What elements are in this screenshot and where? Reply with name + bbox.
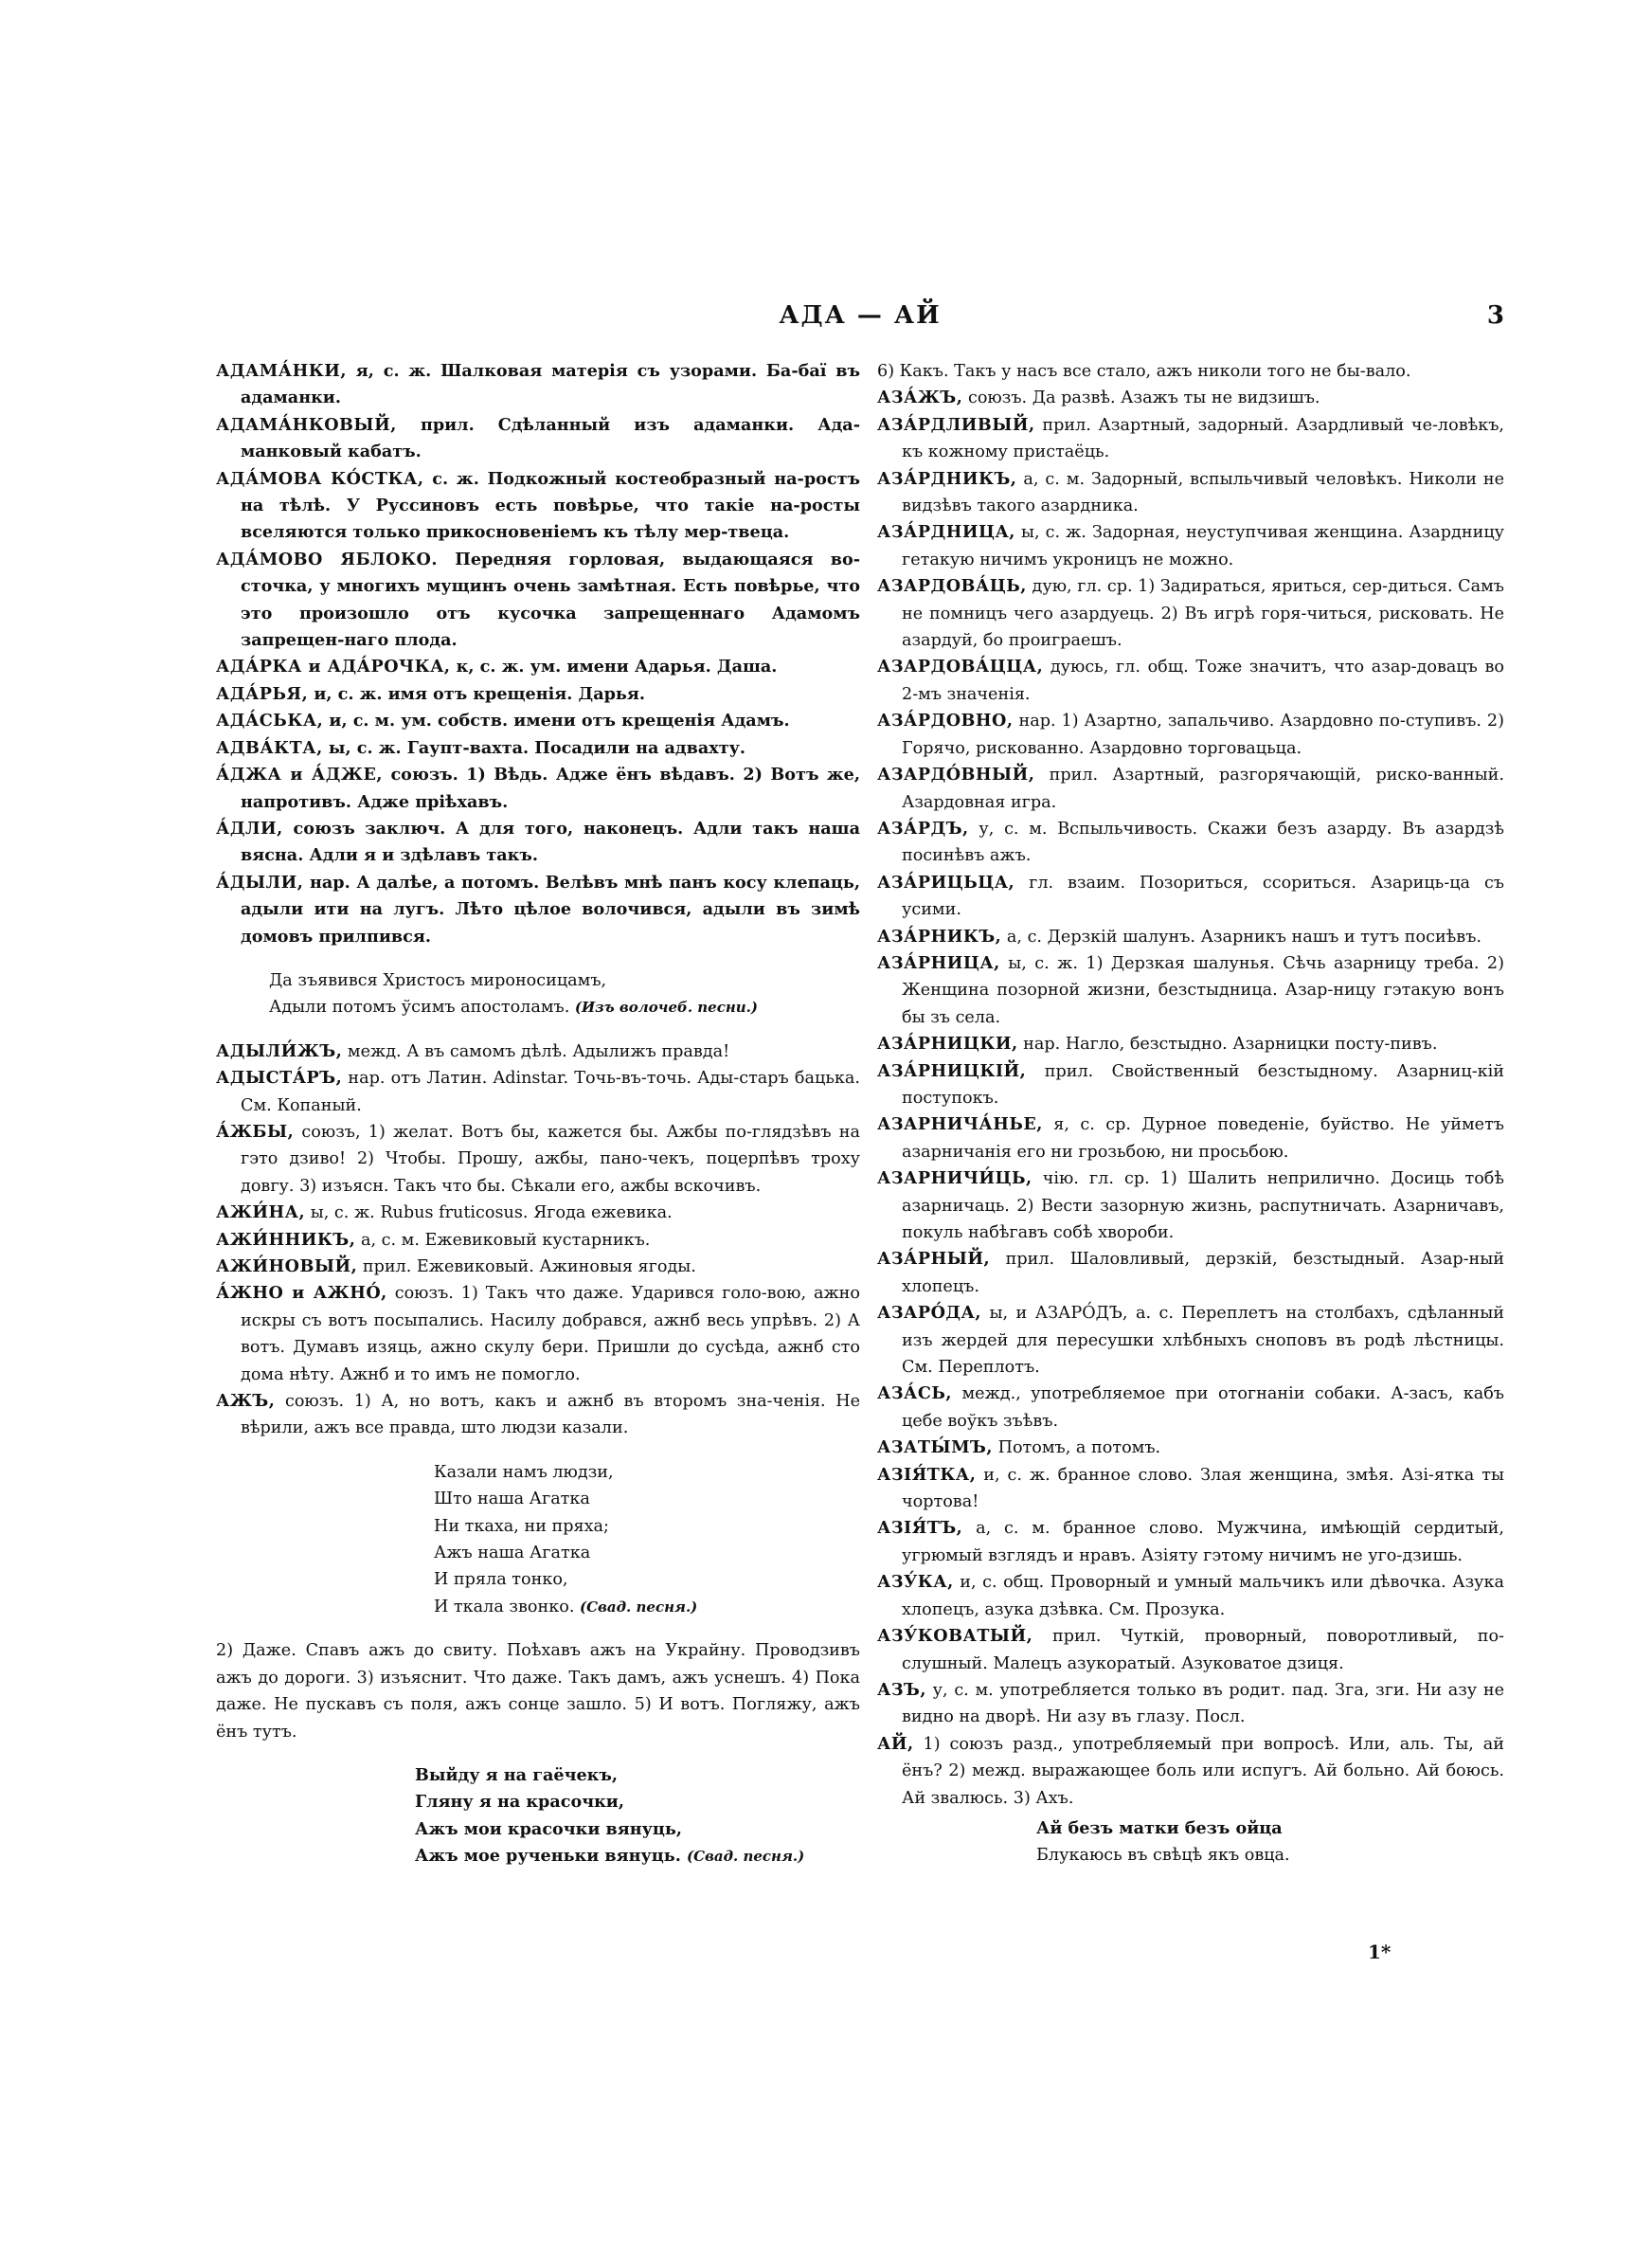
dictionary-entry xyxy=(216,466,860,547)
headword: АДА́РКА и АДА́РОЧКА, xyxy=(216,657,451,677)
definition: к, с. ж. ум. имени Адарья. Даша. xyxy=(450,657,778,677)
definition: с. ж. Подкожный костеобразный на-ростъ на тѣлѣ. У Руссиновъ есть повѣрье, что такіе на-росты вселяются только прикосновеніемъ къ тѣлу мер-твеца. xyxy=(241,468,861,543)
dictionary-entry xyxy=(877,573,1504,654)
dictionary-entry xyxy=(216,1200,860,1226)
dictionary-entry xyxy=(216,762,860,816)
headword: А́ДЛИ, xyxy=(216,818,283,839)
dictionary-entry xyxy=(216,708,860,734)
dictionary-entry xyxy=(877,762,1504,816)
dictionary-entry xyxy=(877,1165,1504,1246)
verse-line-text: Ажъ мое рученьки вянуць. xyxy=(415,1846,681,1867)
verse-line-text: Адыли потомъ ўсимъ апостоламъ. xyxy=(269,998,570,1018)
headword: АЖЪ, xyxy=(216,1391,276,1412)
definition: прил. Ежевиковый. Ажиновыя ягоды. xyxy=(357,1257,696,1276)
verse-quote xyxy=(877,1815,1504,1869)
running-title: АДА — АЙ xyxy=(779,301,942,330)
headword: АЗА́РДЛИВЫЙ, xyxy=(877,414,1035,435)
definition: прил. Свойственный безстыдному. Азарниц-кій поступокъ. xyxy=(902,1061,1504,1108)
definition: нар. А далѣе, а потомъ. Велѣвъ мнѣ панъ косу клепаць, адыли ити на лугъ. Лѣто цѣлое волочився, адыли въ зимѣ домовъ прилпився. xyxy=(241,872,860,947)
headword: АЗА́СЬ, xyxy=(877,1383,952,1404)
definition: союзъ. 1) А, но вотъ, какъ и ажнб въ второмъ зна-ченія. Не вѣрили, ажъ все правда, што людзи казали. xyxy=(241,1392,860,1438)
dictionary-entry xyxy=(877,708,1504,762)
verse-line: Выйду я на гаёчекъ, xyxy=(415,1764,618,1785)
definition: и, с. ж. бранное слово. Злая женщина, змѣя. Азі-ятка ты чортова! xyxy=(902,1465,1504,1512)
dictionary-entry xyxy=(877,1677,1504,1731)
headword: АЗУ́КОВАТЫЙ, xyxy=(877,1626,1033,1647)
dictionary-entry xyxy=(877,950,1504,1031)
headword: АЗАРДОВА́ЦЦА, xyxy=(877,657,1044,677)
dictionary-entry xyxy=(877,1731,1504,1812)
definition: союзъ. 1) Такъ что даже. Ударився голо-вою, ажно искры съ вотъ посыпались. Насилу добрався, ажнб весь упрѣвъ. 2) А вотъ. Думавъ изяць, ажно скулу бери. Пришли до сусѣда, ажнб сто дома нѣту. Ажнб и то имъ не помогло. xyxy=(241,1284,860,1384)
definition: а, с. м. Задорный, вспыльчивый человѣкъ. Николи не видзѣвъ такого азардника. xyxy=(902,469,1504,516)
definition: и, с. общ. Проворный и умный мальчикъ или дѣвочка. Азука хлопецъ, азука дзѣвка. См. Прозука. xyxy=(902,1573,1504,1619)
dictionary-entry xyxy=(216,547,860,655)
definition: союзъ заключ. А для того, наконецъ. Адли такъ наша вясна. Адли я и здѣлавъ такъ. xyxy=(241,818,860,866)
headword: АЖИ́ННИКЪ, xyxy=(216,1229,356,1250)
dictionary-entry xyxy=(216,1280,860,1388)
headword: АЗА́РНИКЪ, xyxy=(877,926,1002,947)
definition: союзъ, 1) желат. Вотъ бы, кажется бы. Ажбы по-глядзѣвъ на гэто дзиво! 2) Чтобы. Прошу, ажбы, пано-чекъ, поцерпѣвъ троху довгу. 3) изъясн. Такъ что бы. Сѣкали его, ажбы вскочивъ. xyxy=(241,1122,860,1196)
verse-source: (Свад. песня.) xyxy=(580,1598,698,1616)
headword: АЗА́РИЦЬЦА, xyxy=(877,872,1015,893)
definition: я, с. ср. Дурное поведеніе, буйство. Не уйметъ азарничанія его ни грозьбою, ни просьбою. xyxy=(902,1115,1504,1162)
headword: АЗАТЫ́МЪ, xyxy=(877,1437,994,1458)
headword: АЗА́РДЪ, xyxy=(877,818,969,839)
headword: АЗА́РНИЦКИ, xyxy=(877,1034,1018,1055)
dictionary-entry xyxy=(216,412,860,466)
verse-line xyxy=(434,1594,860,1620)
definition: дую, гл. ср. 1) Задираться, яриться, сер-диться. Самъ не помницъ чего азардуець. 2) Въ игрѣ горя-читься, рисковать. Не азардуй, бо проиграешъ. xyxy=(902,577,1504,651)
dictionary-entry xyxy=(877,1300,1504,1381)
headword: А́ДЖА и А́ДЖЕ, xyxy=(216,765,383,785)
page-header xyxy=(216,301,1504,343)
dictionary-entry xyxy=(877,1462,1504,1516)
definition: межд. А въ самомъ дѣлѣ. Адылижъ правда! xyxy=(342,1041,730,1061)
verse-quote xyxy=(216,1762,860,1870)
verse-line: Гляну я на красочки, xyxy=(415,1792,624,1813)
headword: АЗА́РНЫЙ, xyxy=(877,1249,991,1270)
headword: АЗА́РДНИКЪ, xyxy=(877,468,1017,489)
definition: прил. Азартный, задорный. Азардливый че-ловѣкъ, къ кожному пристаёць. xyxy=(902,415,1504,462)
verse-quote xyxy=(216,1459,860,1620)
definition: союзъ. Да развѣ. Азажъ ты не видзишъ. xyxy=(962,388,1320,408)
definition: Передняя горловая, выдающаяся во-сточка, у многихъ мущинъ очень замѣтная. Есть повѣрье, что это произошло отъ кусочка запрещеннаго Адамомъ запрещен-наго плода. xyxy=(241,549,861,651)
dictionary-entry xyxy=(216,870,860,950)
definition: ы, с. ж. Задорная, неуступчивая женщина. Азардницу гетакую ничимъ укроницъ не можно. xyxy=(902,523,1504,569)
dictionary-entry xyxy=(216,1227,860,1254)
verse-line: Ажъ мои красочки вянуць, xyxy=(415,1818,682,1839)
verse-line xyxy=(269,994,860,1020)
dictionary-entry xyxy=(877,385,1504,411)
definition: а, с. Дерзкій шалунъ. Азарникъ нашъ и тутъ посиѣвъ. xyxy=(1001,927,1481,947)
verse-line xyxy=(415,1843,860,1869)
definition: дуюсь, гл. общ. Тоже значитъ, что азар-довацъ во 2-мъ значенія. xyxy=(902,658,1504,704)
dictionary-entry xyxy=(216,1254,860,1280)
verse-line: Казали намъ людзи, xyxy=(434,1462,614,1482)
headword: АДА́МОВО ЯБЛОКО. xyxy=(216,549,438,569)
dictionary-entry xyxy=(877,1031,1504,1057)
verse-line: Да зъявився Христосъ мироносицамъ, xyxy=(269,970,607,990)
headword: АДАМА́НКОВЫЙ, xyxy=(216,414,397,435)
headword: АДА́МОВА КО́СТКА, xyxy=(216,468,424,489)
headword: АЗА́ЖЪ, xyxy=(877,388,963,408)
dictionary-entry xyxy=(877,1246,1504,1300)
definition: нар. Нагло, безстыдно. Азарницки посту-пивъ. xyxy=(1017,1035,1438,1055)
headword: АЗА́РНИЦКІЙ, xyxy=(877,1060,1027,1081)
dictionary-entry xyxy=(877,1435,1504,1461)
headword: АДАМА́НКИ, xyxy=(216,361,347,381)
entry-continuation: 2) Даже. Спавъ ажъ до свиту. Поѣхавъ ажъ на Украйну. Проводзивъ ажъ до дороги. 3) изъяснит. Что даже. Такъ дамъ, ажъ уснешъ. 4) Пока даже. Не пускавъ съ поля, ажъ сонце зашло. 5) И вотъ. Погляжу, ажъ ёнъ тутъ. xyxy=(216,1641,860,1742)
dictionary-entry xyxy=(216,681,860,708)
left-column xyxy=(216,358,860,1887)
definition: гл. взаим. Позориться, ссориться. Азариць-ца съ усими. xyxy=(902,873,1504,920)
dictionary-entry xyxy=(877,519,1504,573)
definition: а, с. м. бранное слово. Мужчина, имѣющій сердитый, угрюмый взглядъ и нравъ. Азіяту гэтому ничимъ не уго-дзишь. xyxy=(902,1519,1504,1565)
headword: АЗАРДО́ВНЫЙ, xyxy=(877,765,1035,785)
verse-line: Блукаюсь въ свѣцѣ якъ овца. xyxy=(1036,1846,1290,1866)
headword: АДВА́КТА, xyxy=(216,737,323,758)
definition: союзъ. 1) Вѣдь. Адже ёнъ вѣдавъ. 2) Вотъ же, напротивъ. Адже прiѣхавъ. xyxy=(241,765,860,812)
right-column xyxy=(877,358,1504,1887)
dictionary-entry xyxy=(216,654,860,680)
headword: АЗА́РДНИЦА, xyxy=(877,522,1015,543)
definition: прил. Азартный, разгорячающій, риско-ванный. Азардовная игра. xyxy=(902,766,1504,812)
dictionary-entry xyxy=(877,870,1504,924)
definition: 1) союзъ разд., употребляемый при вопросѣ. Или, аль. Ты, ай ёнъ? 2) межд. выражающее боль или испугъ. Ай больно. Ай боюсь. Ай звалюсь. 3) Ахъ. xyxy=(902,1734,1504,1808)
verse-source: (Изъ волочеб. песни.) xyxy=(574,999,759,1017)
headword: АЗА́РДОВНО, xyxy=(877,711,1014,731)
headword: АДА́РЬЯ, xyxy=(216,683,309,704)
definition: у, с. м. Вспыльчивость. Скажи безъ азарду. Въ азардзѣ посинѣвъ ажъ. xyxy=(902,819,1504,866)
verse-source: (Свад. песня.) xyxy=(686,1848,805,1866)
dictionary-entry xyxy=(877,1381,1504,1435)
headword: АЖИ́НА, xyxy=(216,1202,306,1223)
headword: АЗА́РНИЦА, xyxy=(877,952,1000,973)
definition: нар. 1) Азартно, запальчиво. Азардовно по-ступивъ. 2) Горячо, рискованно. Азардовно торговацьца. xyxy=(902,712,1504,758)
verse-line-text: И ткала звонко. xyxy=(434,1597,575,1616)
dictionary-entry xyxy=(877,412,1504,466)
verse-line: И пряла тонко, xyxy=(434,1570,568,1590)
headword: АЗАРО́ДА, xyxy=(877,1303,982,1324)
headword: АЗАРДОВА́ЦЬ, xyxy=(877,576,1027,597)
definition: прил. Шаловливый, дерзкій, безстыдный. Азар-ный хлопецъ. xyxy=(902,1250,1504,1296)
dictionary-entry xyxy=(216,1065,860,1119)
headword: АЗАРНИЧА́НЬЕ, xyxy=(877,1114,1043,1135)
headword: АЗАРНИЧИ́ЦЬ, xyxy=(877,1168,1032,1189)
definition: нар. отъ Латин. Adinstar. Точь-въ-точь. Ады-старъ бацька. См. Копаный. xyxy=(241,1069,860,1115)
definition: у, с. м. употребляется только въ родит. пад. Зга, зги. Ни азу не видно на дворѣ. Ни азу въ глазу. Посл. xyxy=(902,1680,1504,1727)
definition: прил. Чуткій, проворный, поворотливый, по-слушный. Малецъ азукоратый. Азуковатое дзиця. xyxy=(902,1627,1504,1673)
dictionary-entry xyxy=(216,816,860,870)
dictionary-entry xyxy=(877,924,1504,950)
headword: АЗІЯ́ТКА, xyxy=(877,1464,977,1485)
definition: и, с. м. ум. собств. имени отъ крещенія Адамъ. xyxy=(323,711,790,731)
dictionary-entry xyxy=(877,1569,1504,1623)
verse-line: Ажъ наша Агатка xyxy=(434,1544,591,1563)
definition: ы, с. ж. 1) Дерзкая шалунья. Сѣчь азарницу треба. 2) Женщина позорной жизни, безстыдница. Азар-ницу гэтакую вонъ бы зъ села. xyxy=(902,953,1504,1027)
definition: чію. гл. ср. 1) Шалить неприлично. Досиць тобѣ азарничаць. 2) Вести зазорную жизнь, распутничать. Азарничавъ, покуль набѣгавъ собѣ хвороби. xyxy=(902,1169,1504,1242)
verse-line: Ни ткаха, ни пряха; xyxy=(434,1516,609,1536)
headword: АДЫСТА́РЪ, xyxy=(216,1068,343,1089)
dictionary-entry xyxy=(877,466,1504,520)
definition: Потомъ, а потомъ. xyxy=(993,1438,1161,1458)
definition: межд., употребляемое при отогнаніи собаки. А-засъ, кабъ цебе воўкъ зъѣвъ. xyxy=(902,1384,1504,1431)
verse-line: Ай безъ матки безъ ойца xyxy=(1036,1817,1283,1838)
headword: АДА́СЬКА, xyxy=(216,711,324,731)
dictionary-entry xyxy=(216,1038,860,1065)
headword: АДЫЛИ́ЖЪ, xyxy=(216,1040,343,1061)
definition: я, с. ж. Шалковая матерія съ узорами. Ба-баї въ адаманки. xyxy=(241,361,860,408)
headword: АЗУ́КА, xyxy=(877,1572,954,1593)
headword: А́ЖБЫ, xyxy=(216,1121,295,1142)
dictionary-entry xyxy=(877,654,1504,708)
definition: и, с. ж. имя отъ крещенія. Дарья. xyxy=(308,683,645,704)
page-number: 3 xyxy=(1486,301,1504,330)
headword: АЗЪ, xyxy=(877,1679,926,1700)
dictionary-entry xyxy=(216,1388,860,1442)
definition: ы, с. ж. Rubus fruticosus. Ягода ежевика. xyxy=(305,1203,673,1223)
dictionary-entry xyxy=(216,735,860,762)
definition: ы, с. ж. Гаупт-вахта. Посадили на адвахту. xyxy=(322,737,746,758)
entry-continuation: 6) Какъ. Такъ у насъ все стало, ажъ николи того не бы-вало. xyxy=(877,362,1411,381)
dictionary-entry xyxy=(216,1119,860,1200)
headword: АЗІЯ́ТЪ, xyxy=(877,1518,963,1539)
dictionary-entry xyxy=(877,1111,1504,1165)
dictionary-entry xyxy=(877,1515,1504,1569)
headword: АЙ, xyxy=(877,1733,914,1754)
verse-quote xyxy=(216,967,860,1021)
headword: А́ДЫЛИ, xyxy=(216,872,304,893)
definition: прил. Сдѣланный изъ адаманки. Ада-манковый кабатъ. xyxy=(241,414,860,462)
dictionary-entry xyxy=(877,1058,1504,1112)
printer-signature-mark: 1* xyxy=(1368,1941,1392,1963)
dictionary-entry xyxy=(877,1623,1504,1677)
verse-line: Што наша Агатка xyxy=(434,1490,590,1509)
headword: А́ЖНО и АЖНО́, xyxy=(216,1283,387,1304)
headword: АЖИ́НОВЫЙ, xyxy=(216,1256,358,1276)
definition: а, с. м. Ежевиковый кустарникъ. xyxy=(355,1230,651,1250)
definition: ы, и АЗАРО́ДЪ, а. с. Переплетъ на столбахъ, сдѣланный изъ жердей для пересушки хлѣбныхъ сноповъ въ родѣ лѣстницы. См. Переплотъ. xyxy=(902,1304,1504,1378)
dictionary-entry xyxy=(877,816,1504,870)
dictionary-entry xyxy=(216,358,860,412)
